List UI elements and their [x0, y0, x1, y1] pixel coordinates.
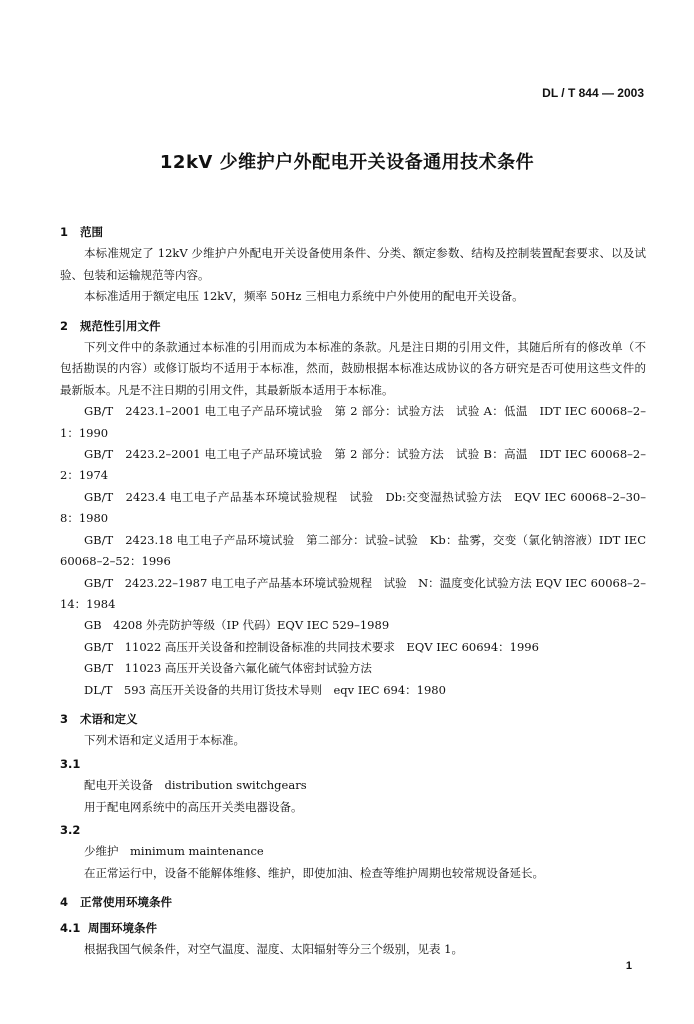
section-title: 范围 [80, 225, 103, 239]
term-name: 配电开关设备 distribution switchgears [84, 778, 307, 793]
reference-item: GB 4208 外壳防护等级（IP 代码）EQV IEC 529–1989 [84, 618, 390, 633]
terms-intro: 下列术语和定义适用于本标准。 [84, 733, 245, 748]
reference-item: GB/T 2423.22–1987 电工电子产品基本环境试验规程 试验 N：温度变化试验方法 EQV IEC 60068–2–14：1984 [60, 575, 646, 611]
section-title: 术语和定义 [80, 711, 138, 726]
scope-paragraph-1: 本标准规定了 12kV 少维护户外配电开关设备使用条件、分类、额定参数、结构及控制装置配套要求、以及试验、包装和运输规范等内容。 [60, 246, 646, 282]
section-number: 4 [60, 895, 69, 910]
environment-paragraph: 根据我国气候条件，对空气温度、湿度、太阳辐射等分三个级别，见表 1。 [84, 942, 463, 956]
references-intro: 下列文件中的条款通过本标准的引用而成为本标准的条款。凡是注日期的引用文件，其随后所有的修改单（不包括勘误的内容）或修订版均不适用于本标准，然而，鼓励根据本标准达成协议的各方研究是否可使用这些文件的最新版本。凡是不注日期的引用文件，其最新版本适用于本标准。 [60, 340, 646, 397]
reference-item: GB/T 11022 高压开关设备和控制设备标准的共同技术要求 EQV IEC 60694：1996 [84, 639, 539, 654]
reference-item: GB/T 2423.4 电工电子产品基本环境试验规程 试验 Db:交变湿热试验方法 EQV IEC 60068–2–30–8：1980 [60, 489, 646, 526]
term-number: 3.2 [60, 822, 81, 837]
section-4-heading [60, 892, 646, 913]
reference-item: GB/T 2423.2–2001 电工电子产品环境试验 第 2 部分：试验方法 试验 B：高温 IDT IEC 60068–2–2：1974 [60, 447, 646, 483]
reference-item: GB/T 11023 高压开关设备六氟化硫气体密封试验方法 [84, 661, 372, 676]
term-definition: 用于配电网系统中的高压开关类电器设备。 [84, 799, 303, 814]
section-title: 规范性引用文件 [80, 318, 161, 333]
section-number: 2 [60, 318, 69, 333]
document-code: DL / T 844 — 2003 [542, 86, 644, 100]
page-number: 1 [625, 960, 632, 972]
term-definition: 在正常运行中，设备不能解体维修、维护，即使加油、检查等维护周期也较常规设备延长。 [84, 865, 544, 880]
section-title: 正常使用环境条件 [80, 895, 172, 910]
subsection-number: 4.1 [60, 920, 81, 935]
subsection-title: 周围环境条件 [88, 920, 157, 935]
section-number: 1 [60, 225, 69, 239]
term-number: 3.1 [60, 756, 81, 771]
document-title: 12kV 少维护户外配电开关设备通用技术条件 [159, 152, 535, 173]
section-1-heading [60, 222, 646, 243]
term-name: 少维护 minimum maintenance [84, 844, 264, 859]
section-3-heading [60, 709, 646, 730]
reference-item: DL/T 593 高压开关设备的共用订货技术导则 eqv IEC 694：1980 [84, 682, 446, 697]
reference-item: GB/T 2423.1–2001 电工电子产品环境试验 第 2 部分：试验方法 试验 A：低温 IDT IEC 60068–2–1：1990 [60, 404, 646, 440]
section-2-heading [60, 316, 646, 337]
section-number: 3 [60, 711, 69, 726]
reference-item: GB/T 2423.18 电工电子产品环境试验 第二部分：试验–试验 Kb：盐雾，交变（氯化钠溶液）IDT IEC 60068–2–52：1996 [60, 532, 646, 569]
document-body [60, 214, 646, 960]
scope-paragraph-2: 本标准适用于额定电压 12kV，频率 50Hz 三相电力系统中户外使用的配电开关设备。 [84, 289, 524, 304]
subsection-4-1-heading [60, 918, 646, 939]
